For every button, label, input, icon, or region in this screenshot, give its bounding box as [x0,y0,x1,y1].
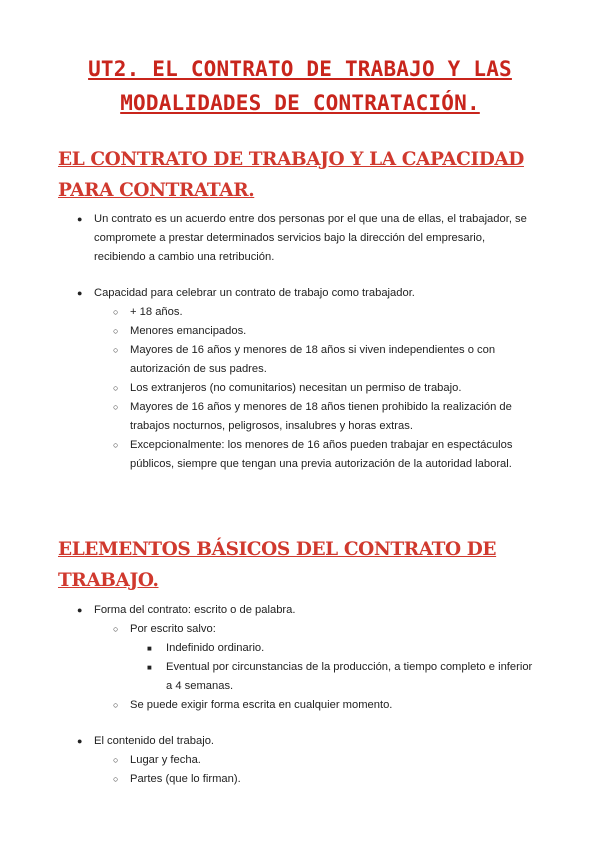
list-contrato [0,210,600,474]
list-item-definition [77,210,534,267]
section-heading-elementos [58,534,538,596]
list-item-content [77,732,534,751]
list-subitem [113,379,542,398]
circle-bullet-icon: ○ [113,440,119,450]
circle-bullet-icon: ○ [113,383,119,393]
list-item-text: Se puede exigir forma escrita en cualquier momento. [130,699,393,711]
section-heading-line-2: TRABAJO. [58,570,159,591]
list-item-text: Forma del contrato: escrito o de palabra. [94,604,296,616]
list-subitem [113,436,542,474]
list-item-text: Lugar y fecha. [130,754,201,766]
list-item-text: Menores emancipados. [130,325,247,337]
list-item-text: Mayores de 16 años y menores de 18 años tienen prohibido la realización de trabajos nocturnos, peligrosos, insalubres y horas extras. [130,401,512,432]
list-subitem [113,696,542,715]
bullet-icon: ● [77,736,83,746]
list-item-text: Excepcionalmente: los menores de 16 años pueden trabajar en espectáculos públicos, siempre que tengan una previa autorización de la autoridad laboral. [130,439,513,470]
document-title [40,52,560,120]
list-item-text: Capacidad para celebrar un contrato de trabajo como trabajador. [94,287,415,299]
bullet-icon: ● [77,605,83,615]
list-item-text: Mayores de 16 años y menores de 18 años si viven independientes o con autorización de sus padres. [130,344,496,375]
section-heading-line-2: PARA CONTRATAR. [58,180,255,201]
circle-bullet-icon: ○ [113,774,119,784]
list-subsubitem [147,639,536,658]
list-item-text: El contenido del trabajo. [94,735,215,747]
circle-bullet-icon: ○ [113,345,119,355]
circle-bullet-icon: ○ [113,326,119,336]
list-item-text: Un contrato es un acuerdo entre dos personas por el que una de ellas, el trabajador, se compromete a prestar determinados servicios bajo la dirección del empresario, recibiendo a cambio una retribución. [94,213,527,263]
list-item-form [77,601,534,620]
list-subitem [113,751,542,770]
list-item-text: Eventual por circunstancias de la producción, a tiempo completo e inferior a 4 semanas. [166,661,533,692]
spacer [0,267,600,284]
list-item-text: Partes (que lo firman). [130,773,241,785]
section-heading-line-1: ELEMENTOS BÁSICOS DEL CONTRATO DE [58,539,497,560]
circle-bullet-icon: ○ [113,402,119,412]
list-item-text: + 18 años. [130,306,183,318]
circle-bullet-icon: ○ [113,755,119,765]
square-bullet-icon: ■ [147,663,152,672]
section-heading-line-1: EL CONTRATO DE TRABAJO Y LA CAPACIDAD [58,149,524,170]
list-subitem [113,620,542,639]
square-bullet-icon: ■ [147,644,152,653]
list-item-text: Indefinido ordinario. [166,642,265,654]
document-title-line-2: MODALIDADES DE CONTRATACIÓN. [120,91,480,115]
document-title-line-1: UT2. EL CONTRATO DE TRABAJO Y LAS [88,57,512,81]
bullet-icon: ● [77,214,83,224]
list-subsubitem [147,658,536,696]
list-subitem [113,398,542,436]
circle-bullet-icon: ○ [113,624,119,634]
list-subitem [113,303,542,322]
list-item-text: Por escrito salvo: [130,623,216,635]
spacer [0,715,600,732]
list-item-capacity [77,284,534,303]
list-subitem [113,322,542,341]
list-subitem [113,770,542,789]
list-item-text: Los extranjeros (no comunitarios) necesitan un permiso de trabajo. [130,382,462,394]
circle-bullet-icon: ○ [113,307,119,317]
bullet-icon: ● [77,288,83,298]
circle-bullet-icon: ○ [113,700,119,710]
section-heading-contrato [58,144,538,206]
list-subitem [113,341,542,379]
list-elementos [0,601,600,789]
